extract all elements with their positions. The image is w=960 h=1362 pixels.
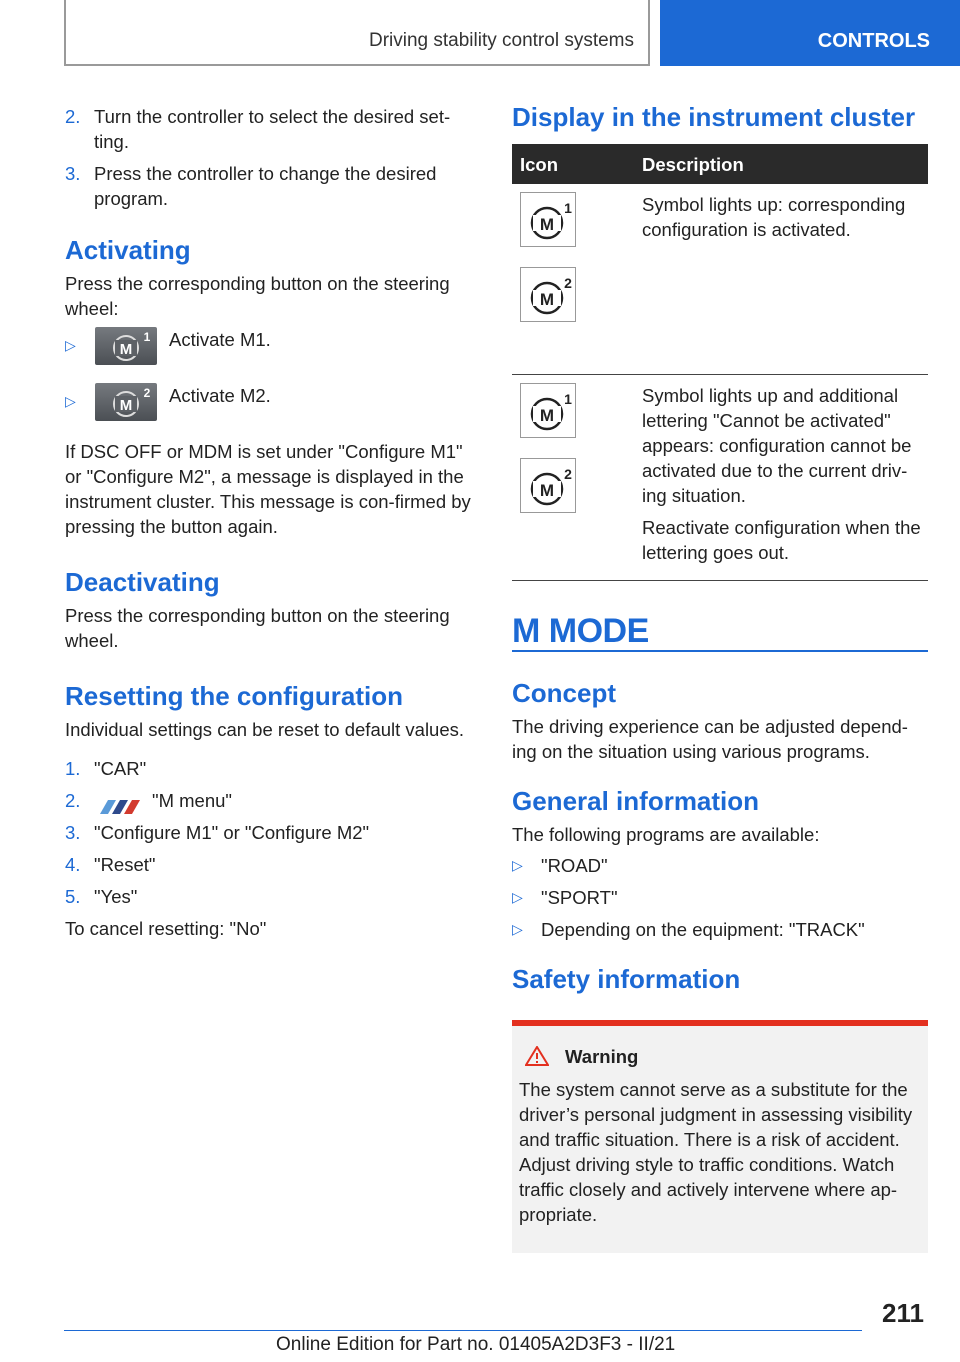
- m2-button-icon: [95, 383, 157, 421]
- list-item: [65, 852, 475, 877]
- bullet-triangle-icon: ▷: [512, 856, 523, 873]
- steps-top-list: [65, 104, 475, 211]
- m1-indicator-icon: [520, 192, 576, 247]
- programs-list: [512, 853, 928, 942]
- step-text: Turn the controller to select the desired set‐ting.: [94, 106, 451, 152]
- bullet-triangle-icon: ▷: [512, 888, 523, 905]
- footer-edition: Online Edition for Part no. 01405A2D3F3 - II/21: [276, 1334, 676, 1355]
- step-text: "Configure M1" or "Configure M2": [94, 822, 370, 843]
- col-icon-header: Icon: [512, 144, 634, 184]
- svg-text:M: M: [539, 215, 555, 234]
- desc-cell: [634, 374, 928, 580]
- heading-m-mode: M MODE: [512, 619, 928, 652]
- step-number: 3.: [65, 163, 81, 184]
- list-item: [65, 327, 475, 375]
- desc-text: Symbol lights up: corresponding configuration is activated.: [642, 194, 906, 240]
- icon-cell: [512, 184, 634, 374]
- m2-indicator-icon: [520, 267, 576, 322]
- step-text: "M menu": [152, 790, 232, 811]
- activate-button-list: [65, 327, 475, 431]
- list-item: [65, 383, 475, 431]
- svg-text:2: 2: [143, 386, 151, 400]
- left-column: [65, 104, 475, 947]
- svg-text:2: 2: [564, 465, 572, 482]
- step-text: Press the controller to change the desired program.: [94, 163, 437, 209]
- right-column: [512, 102, 928, 1253]
- program-text: "ROAD": [541, 854, 608, 876]
- step-text: "Yes": [94, 886, 138, 907]
- step-number: 2.: [65, 106, 81, 127]
- list-item: [65, 104, 475, 154]
- m1-button-icon: [95, 327, 157, 365]
- table-row: [512, 184, 928, 374]
- reset-steps-list: [65, 756, 475, 909]
- program-text: Depending on the equipment: "TRACK": [541, 918, 865, 940]
- warning-header: [519, 1044, 922, 1069]
- deactivating-text: Press the corresponding button on the steering wheel.: [65, 605, 450, 651]
- svg-text:1: 1: [564, 200, 572, 216]
- warning-box: [512, 1020, 928, 1253]
- activating-intro: Press the corresponding button on the steering wheel:: [65, 273, 450, 319]
- col-desc-header: Description: [634, 144, 928, 184]
- general-intro: The following programs are available:: [512, 823, 820, 845]
- header-title: Driving stability control systems: [368, 30, 634, 51]
- resetting-intro: Individual settings can be reset to default values.: [65, 719, 465, 740]
- step-text: "CAR": [94, 758, 147, 779]
- activating-note: If DSC OFF or MDM is set under "Configure M1" or "Configure M2", a message is displayed in the instrument cluster. This message is con‐firmed by pressing the button again.: [65, 441, 471, 537]
- warning-title: Warning: [565, 1045, 639, 1067]
- footer-divider: [64, 1330, 862, 1331]
- step-number: 1.: [65, 758, 81, 779]
- list-item: [65, 820, 475, 845]
- step-number: 2.: [65, 790, 81, 811]
- table-header-row: [512, 144, 928, 184]
- header-title-box: [64, 0, 650, 66]
- program-text: "SPORT": [541, 886, 618, 908]
- heading-general-info: General information: [512, 785, 760, 816]
- step-number: 4.: [65, 854, 81, 875]
- svg-text:M: M: [119, 397, 133, 414]
- concept-text: The driving experience can be adjusted depend‐ing on the situation using various programs.: [512, 715, 908, 762]
- activate-m2-text: Activate M2.: [169, 385, 271, 406]
- svg-text:1: 1: [143, 330, 151, 344]
- icon-cell: [512, 374, 634, 580]
- list-item: [512, 885, 928, 910]
- heading-resetting: Resetting the configuration: [65, 681, 403, 711]
- svg-text:M: M: [539, 290, 555, 309]
- step-text: "Reset": [94, 854, 156, 875]
- svg-text:M: M: [119, 341, 133, 358]
- bullet-triangle-icon: ▷: [512, 920, 523, 937]
- desc-cell: [634, 184, 928, 374]
- svg-text:1: 1: [564, 390, 572, 407]
- warning-triangle-icon: [525, 1046, 549, 1066]
- heading-display: Display in the instrument cluster: [512, 102, 916, 132]
- m2-indicator-icon: [520, 458, 576, 513]
- bullet-triangle-icon: ▷: [65, 393, 76, 409]
- step-number: 5.: [65, 886, 81, 907]
- svg-text:M: M: [539, 480, 555, 500]
- heading-concept: Concept: [512, 677, 616, 708]
- heading-activating: Activating: [65, 235, 191, 265]
- svg-text:M: M: [539, 405, 555, 425]
- activate-m1-text: Activate M1.: [169, 329, 271, 350]
- heading-safety: Safety information: [512, 963, 741, 994]
- heading-deactivating: Deactivating: [65, 567, 220, 597]
- list-item: [65, 788, 475, 813]
- header-section-label: CONTROLS: [817, 30, 930, 52]
- m-menu-stripes-icon: [96, 795, 142, 809]
- warning-text: The system cannot serve as a substitute for the driver’s personal judgment in assessing visibility and traffic situation. There is a risk of accident. Adjust driving style to traffic conditions. Watch traffic closely and actively intervene where ap‐propriate.: [519, 1078, 913, 1225]
- list-item: [65, 756, 475, 781]
- step-number: 3.: [65, 822, 81, 843]
- header-section-tab: [660, 0, 960, 66]
- page-number: 211: [882, 1298, 924, 1328]
- icon-description-table: [512, 144, 928, 581]
- desc-text-2: Reactivate configuration when the lettering goes out.: [642, 516, 921, 563]
- cancel-reset-text: To cancel resetting: "No": [65, 918, 267, 939]
- list-item: [512, 917, 928, 942]
- table-row: [512, 374, 928, 580]
- m1-indicator-icon: [520, 383, 576, 438]
- svg-text:2: 2: [564, 275, 572, 291]
- bullet-triangle-icon: ▷: [65, 337, 76, 353]
- list-item: [65, 884, 475, 909]
- list-item: [512, 853, 928, 878]
- list-item: [65, 161, 475, 211]
- desc-text: Symbol lights up and additional lettering "Cannot be activated" appears: configuration cannot be activated due to the current driv‐ing situation.: [642, 384, 912, 506]
